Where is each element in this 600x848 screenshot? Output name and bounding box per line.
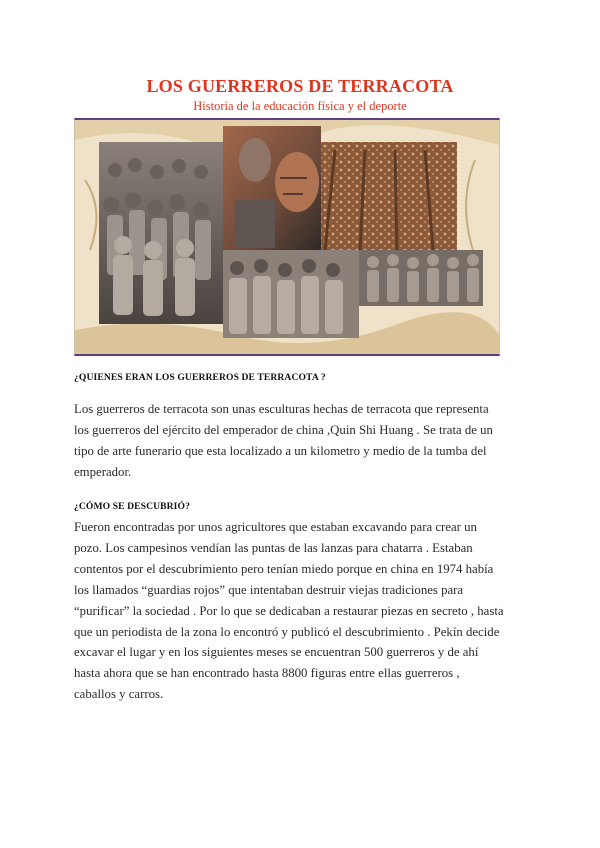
section-paragraph-quienes	[74, 399, 524, 483]
section-paragraph-como	[74, 517, 524, 705]
paragraph-line: contentos por el descubrimiento pero tenían miedo porque en china en 1974 había	[74, 561, 494, 576]
paragraph-line: “purificar” la sociedad . Por lo que se dedicaban a restaurar piezas en secreto , hasta	[74, 603, 504, 618]
section-heading-como: ¿CÓMO SE DESCUBRIÓ?	[74, 501, 190, 512]
page-title: LOS GUERREROS DE TERRACOTA	[146, 76, 454, 96]
terracotta-warriors-collage-image	[74, 118, 500, 356]
paragraph-line: excavar el lugar y en los siguientes meses se encuentran 500 guerreros y de ahí	[74, 645, 479, 660]
paragraph-line: que un periodista de la zona lo encontró y publicó el descubrimiento . Pekín decide	[74, 624, 500, 639]
paragraph-line: hasta ahora que se han encontrado hasta 8800 figuras entre ellas guerreros ,	[74, 666, 460, 681]
paragraph-line: pozo. Los campesinos vendían las puntas de las lanzas para chatarra . Estaban	[74, 540, 473, 555]
page-subtitle: Historia de la educación física y el deporte	[193, 99, 407, 113]
paragraph-line: caballos y carros.	[74, 687, 164, 702]
section-heading-quienes: ¿QUIENES ERAN LOS GUERREROS DE TERRACOTA ?	[74, 372, 326, 383]
paragraph-line: Los guerreros de terracota son unas esculturas hechas de terracota que representa	[74, 402, 489, 416]
paragraph-line: Fueron encontradas por unos agricultores que estaban excavando para crear un	[74, 520, 477, 534]
paragraph-line: emperador.	[74, 464, 132, 479]
paragraph-line: tipo de arte funerario que esta localizado a un kilometro y medio de la tumba del	[74, 443, 487, 458]
paragraph-line: los guerreros del ejército del emperador de china ,Quin Shi Huang . Se trata de un	[74, 422, 493, 437]
paragraph-line: los llamados “guardias rojos” que intentaban destruir viejas tradiciones para	[74, 582, 464, 597]
